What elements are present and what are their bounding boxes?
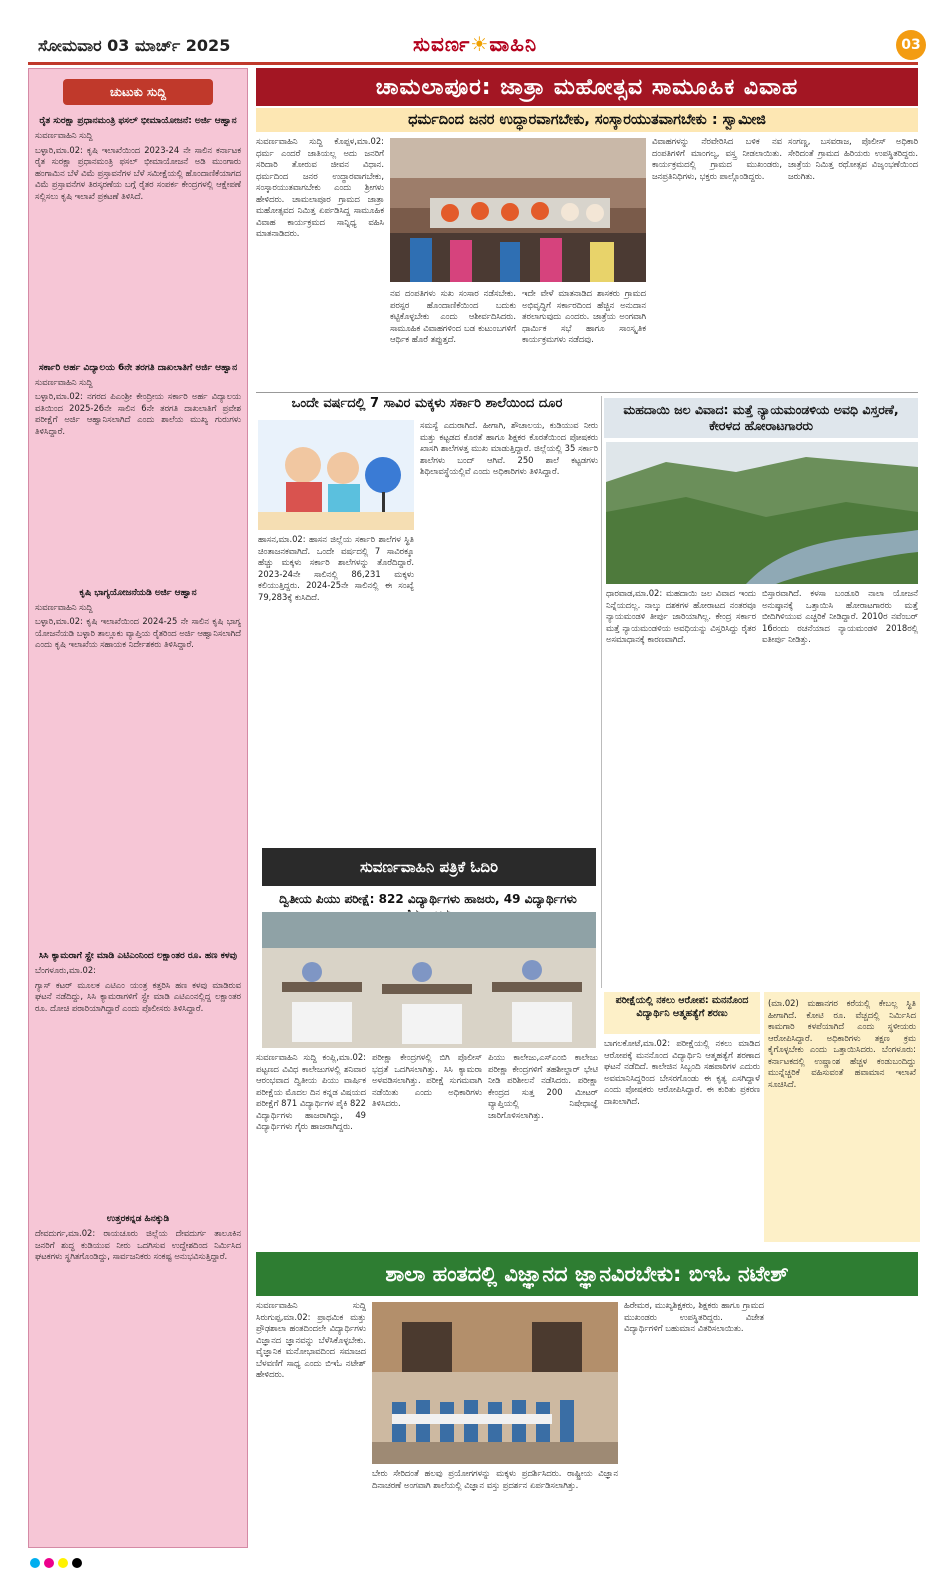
brief-item (35, 362, 241, 581)
masthead (18, 30, 921, 66)
mahadayi-column-1: ಧಾರವಾಡ,ಮಾ.02: ಮಹದಾಯಿ ಜಲ ವಿವಾದ ಇಂದು ನಿನ್ನೆಯದಲ್ಲ. ನಾಲ್ಕು ದಶಕಗಳ ಹೋರಾಟದ ನಂತರವೂ ನ್ಯಾಯಮಂಡಳಿ ತೀರ್ಪು ಜಾರಿಯಾಗಿಲ್ಲ. ಕೇಂದ್ರ ಸರ್ಕಾರ ಮತ್ತೆ ನ್ಯಾಯಮಂಡಳಿಯ ಅವಧಿಯನ್ನು ವಿಸ್ತರಿಸಿದ್ದು ರೈತರ ಅಸಮಾಧಾನಕ್ಕೆ ಕಾರಣವಾಗಿದೆ. (606, 588, 756, 644)
brief-item (35, 1213, 241, 1263)
brief-body: ದೇವದುರ್ಗ,ಮಾ.02: ರಾಯಚೂರು ಜಿಲ್ಲೆಯ ದೇವದುರ್ಗ ತಾಲೂಕಿನ ಜನರಿಗೆ ಶುದ್ಧ ಕುಡಿಯುವ ನೀರು ಒದಗಿಸುವ ಉದ್ದೇಶದಿಂದ ನಿರ್ಮಿಸಿದ ಘಟಕಗಳು ಸ್ಥಗಿತಗೊಂಡಿದ್ದು, ಸಾರ್ವಜನಿಕರು ಸಂಕಷ್ಟ ಅನುಭವಿಸುತ್ತಿದ್ದಾರೆ. (35, 1228, 241, 1262)
side-news-body: (ಮಾ.02) ಮಹಾನಗರ ಕರೆಯಲ್ಲಿ ಕೇಬಲ್ಲ ಸ್ಥಿತಿ ಹೀಗಾಗಿದೆ. ಕೋಟಿ ರೂ. ವೆಚ್ಚದಲ್ಲಿ ನಿರ್ಮಿಸಿದ ಕಾಮಗಾರಿ ಕಳಪೆಯಾಗಿದೆ ಎಂದು ಸ್ಥಳೀಯರು ಆರೋಪಿಸಿದ್ದಾರೆ. ಅಧಿಕಾರಿಗಳು ತಕ್ಷಣ ಕ್ರಮ ಕೈಗೊಳ್ಳಬೇಕು ಎಂದು ಒತ್ತಾಯಿಸಿದರು. ಬೆಂಗಳೂರು: ಕರ್ನಾಟಕದಲ್ಲಿ ಉಷ್ಣಾಂಶ ಹೆಚ್ಚಳ ಕಂಡುಬಂದಿದ್ದು ಮುನ್ನೆಚ್ಚರಿಕೆ ವಹಿಸುವಂತೆ ಹವಾಮಾನ ಇಲಾಖೆ ಸೂಚಿಸಿದೆ. (768, 998, 916, 1089)
science-column-2: ಬೇರು ಸೇರಿದಂತೆ ಹಲವು ಪ್ರಯೋಗಗಳನ್ನು ಮಕ್ಕಳು ಪ್ರದರ್ಶಿಸಿದರು. ರಾಷ್ಟ್ರೀಯ ವಿಜ್ಞಾನ ದಿನಾಚರಣೆ ಅಂಗವಾಗಿ ಶಾಲೆಯಲ್ಲಿ ವಿಜ್ಞಾನ ವಸ್ತು ಪ್ರದರ್ಶನ ಏರ್ಪಡಿಸಲಾಗಿತ್ತು. (372, 1468, 618, 1490)
brief-lead: ಸುವರ್ಣವಾಹಿನಿ ಸುದ್ದಿ (35, 376, 93, 387)
brief-headline: ಸಿಸಿ ಕ್ಯಾಮರಾಗೆ ಸ್ಪ್ರೇ ಮಾಡಿ ಎಟಿಎಂನಿಂದ ಲಕ್ಷಾಂತರ ರೂ. ಹಣ ಕಳವು (39, 950, 237, 961)
brief-item (35, 115, 241, 356)
science-column-3: ಹಿರೇಮಠ, ಮುಖ್ಯಶಿಕ್ಷಕರು, ಶಿಕ್ಷಕರು ಹಾಗೂ ಗ್ರಾಮದ ಮುಖಂಡರು ಉಪಸ್ಥಿತರಿದ್ದರು. ವಿಜೇತ ವಿದ್ಯಾರ್ಥಿಗಳಿಗೆ ಬಹುಮಾನ ವಿತರಿಸಲಾಯಿತು. (624, 1300, 764, 1333)
brief-item (35, 950, 241, 1207)
masthead-rule (28, 62, 918, 65)
brief-headline: ಉತ್ತರಕನ್ನಡ ಹಿನಕ್ಕುಡಿ (106, 1214, 170, 1225)
section-divider (256, 392, 918, 393)
exam-hall-photo (262, 912, 596, 1048)
brief-headline: ಸರ್ಕಾರಿ ಅರ್ಹ ವಿದ್ಯಾಲಯ 6ನೇ ತರಗತಿ ದಾಖಲಾತಿಗೆ ಅರ್ಜಿ ಆಹ್ವಾನ (38, 362, 238, 373)
lead-column-1: ಸುವರ್ಣವಾಹಿನಿ ಸುದ್ದಿ ಕೊಪ್ಪಳ,ಮಾ.02: ಧರ್ಮ ಎಂದರೆ ಜಾತಿಯಲ್ಲ ಅದು ಜನರಿಗೆ ಸರಿದಾರಿ ತೋರುವ ಜೀವನ ವಿಧಾನ. ಧರ್ಮದಿಂದ ಜನರ ಉದ್ಧಾರವಾಗಬೇಕು, ಸಂಸ್ಕಾರಯುತವಾಗಬೇಕು ಎಂದು ಶ್ರೀಗಳು ಹೇಳಿದರು. ಚಾಮಲಾಪೂರ ಗ್ರಾಮದ ಜಾತ್ರಾ ಮಹೋತ್ಸವದ ನಿಮಿತ್ತ ಏರ್ಪಡಿಸಿದ್ದ ಸಾಮೂಹಿಕ ವಿವಾಹ ಕಾರ್ಯಕ್ರಮದ ಸಾನ್ನಿಧ್ಯ ವಹಿಸಿ ಮಾತನಾಡಿದರು. (256, 136, 384, 238)
lead-column-4: ವಿವಾಹಗಳನ್ನು ನೆರವೇರಿಸಿದ ಬಳಿಕ ನವ ದಂಪತಿಗಳಿಗೆ ಮಾಂಗಲ್ಯ, ವಸ್ತ್ರ ನೀಡಲಾಯಿತು. ಕಾರ್ಯಕ್ರಮದಲ್ಲಿ ಗ್ರಾಮದ ಮುಖಂಡರು, ಜನಪ್ರತಿನಿಧಿಗಳು, ಭಕ್ತರು ಪಾಲ್ಗೊಂಡಿದ್ದರು. (652, 136, 782, 181)
read-newspaper-banner: ಸುವರ್ಣವಾಹಿನಿ ಪತ್ರಿಕೆ ಓದಿರಿ (262, 848, 596, 886)
schools-column-2: ಸಮಸ್ಯೆ ಎದುರಾಗಿದೆ. ಹೀಗಾಗಿ, ಶೌಚಾಲಯ, ಕುಡಿಯುವ ನೀರು ಮತ್ತು ಕಟ್ಟಡದ ಕೊರತೆ ಹಾಗೂ ಶಿಕ್ಷಕರ ಕೊರತೆಯಿಂದ ಪೋಷಕರು ಖಾಸಗಿ ಶಾಲೆಗಳತ್ತ ಮುಖ ಮಾಡುತ್ತಿದ್ದಾರೆ. ಜಿಲ್ಲೆಯಲ್ಲಿ 35 ಸರ್ಕಾರಿ ಶಾಲೆಗಳು ಬಂದ್ ಆಗಿವೆ. 250 ಶಾಲೆ ಕಟ್ಟಡಗಳು ಶಿಥಿಲಾವಸ್ಥೆಯಲ್ಲಿವೆ ಎಂದು ಅಧಿಕಾರಿಗಳು ತಿಳಿಸಿದ್ದಾರೆ. (420, 420, 598, 476)
cheating-body: ಬಾಗಲಕೋಟೆ,ಮಾ.02: ಪರೀಕ್ಷೆಯಲ್ಲಿ ನಕಲು ಮಾಡಿದ ಆರೋಪಕ್ಕೆ ಮನನೊಂದ ವಿದ್ಯಾರ್ಥಿನಿ ಆತ್ಮಹತ್ಯೆಗೆ ಶರಣಾದ ಘಟನೆ ನಡೆದಿದೆ. ಕಾಲೇಜಿನ ಸಿಬ್ಬಂದಿ ಸಹಪಾಠಿಗಳ ಎದುರು ಅವಮಾನಿಸಿದ್ದರಿಂದ ಬೇಸರಗೊಂಡು ಈ ಕೃತ್ಯ ಎಸಗಿದ್ದಾಳೆ ಎಂದು ಪೋಷಕರು ಆರೋಪಿಸಿದ್ದಾರೆ. ಈ ಕುರಿತು ಪ್ರಕರಣ ದಾಖಲಾಗಿದೆ. (604, 1038, 760, 1106)
brief-body-continued (35, 441, 241, 581)
science-fair-photo (372, 1302, 618, 1464)
newspaper-logo (413, 32, 537, 56)
brief-body-continued (35, 206, 241, 356)
lead-column-3: ಇದೇ ವೇಳೆ ಮಾತನಾಡಿದ ಶಾಸಕರು ಗ್ರಾಮದ ಅಭಿವೃದ್ಧಿಗೆ ಸರ್ಕಾರದಿಂದ ಹೆಚ್ಚಿನ ಅನುದಾನ ತರಲಾಗುವುದು ಎಂದರು. ಜಾತ್ರೆಯ ಅಂಗವಾಗಿ ಧಾರ್ಮಿಕ ಸಭೆ ಹಾಗೂ ಸಾಂಸ್ಕೃತಿಕ ಕಾರ್ಯಕ್ರಮಗಳು ನಡೆದವು. (522, 288, 646, 344)
brief-item (35, 587, 241, 944)
registration-mark (30, 1558, 40, 1568)
brief-lead: ಸುವರ್ಣವಾಹಿನಿ ಸುದ್ದಿ (35, 130, 93, 140)
logo-part-2: ವಾಹಿನಿ (489, 32, 538, 56)
registration-mark (72, 1558, 82, 1568)
column-divider (601, 396, 602, 988)
science-headline: ಶಾಲಾ ಹಂತದಲ್ಲಿ ವಿಜ್ಞಾನದ ಜ್ಞಾನವಿರಬೇಕು: ಬಿಇಓ ನಟೇಶ್ (256, 1252, 918, 1296)
mass-wedding-photo (390, 138, 646, 282)
sun-icon: ☀ (470, 32, 490, 56)
brief-body: ಗ್ಯಾಸ್ ಕಟರ್ ಮೂಲಕ ಎಟಿಎಂ ಯಂತ್ರ ಕತ್ತರಿಸಿ ಹಣ ಕಳವು ಮಾಡಿರುವ ಘಟನೆ ನಡೆದಿದ್ದು, ಸಿಸಿ ಕ್ಯಾಮರಾಗಳಿಗೆ ಸ್ಪ್ರೇ ಮಾಡಿ ಎಟಿಎಂನಲ್ಲಿದ್ದ ಲಕ್ಷಾಂತರ ರೂ. ದೋಚಿ ಪರಾರಿಯಾಗಿದ್ದಾರೆ ಎಂದು ಪೊಲೀಸರು ತಿಳಿಸಿದ್ದಾರೆ. (35, 979, 241, 1013)
lead-column-2: ನವ ದಂಪತಿಗಳು ಸುಖ ಸಂಸಾರ ನಡೆಸಬೇಕು. ಪರಸ್ಪರ ಹೊಂದಾಣಿಕೆಯಿಂದ ಬದುಕು ಕಟ್ಟಿಕೊಳ್ಳಬೇಕು ಎಂದು ಆಶೀರ್ವದಿಸಿದರು. ಸಾಮೂಹಿಕ ವಿವಾಹಗಳಿಂದ ಬಡ ಕುಟುಂಬಗಳಿಗೆ ಆರ್ಥಿಕ ಹೊರೆ ತಪ್ಪುತ್ತದೆ. (390, 288, 516, 344)
schools-column-1: ಹಾಸನ,ಮಾ.02: ಹಾಸನ ಜಿಲ್ಲೆಯ ಸರ್ಕಾರಿ ಶಾಲೆಗಳ ಸ್ಥಿತಿ ಚಿಂತಾಜನಕವಾಗಿದೆ. ಒಂದೇ ವರ್ಷದಲ್ಲಿ 7 ಸಾವಿರಕ್ಕೂ ಹೆಚ್ಚು ಮಕ್ಕಳು ಸರ್ಕಾರಿ ಶಾಲೆಗಳನ್ನು ತೊರೆದಿದ್ದಾರೆ. 2023-24ನೇ ಸಾಲಿನಲ್ಲಿ 86,231 ಮಕ್ಕಳು ಕಲಿಯುತ್ತಿದ್ದರು. 2024-25ನೇ ಸಾಲಿನಲ್ಲಿ ಈ ಸಂಖ್ಯೆ 79,283ಕ್ಕೆ ಕುಸಿದಿದೆ. (258, 534, 414, 602)
puc-exam-headline: ದ್ವಿತೀಯ ಪಿಯು ಪರೀಕ್ಷೆ: 822 ವಿದ್ಯಾರ್ಥಿಗಳು ಹಾಜರು, 49 ವಿದ್ಯಾರ್ಥಿಗಳು (279, 892, 577, 906)
mahadayi-column-2: ಬಿಸ್ತಾರವಾಗಿದೆ. ಕಳಸಾ ಬಂಡೂರಿ ನಾಲಾ ಯೋಜನೆ ಅನುಷ್ಠಾನಕ್ಕೆ ಒತ್ತಾಯಿಸಿ ಹೋರಾಟಗಾರರು ಮತ್ತೆ ಬೀದಿಗಿಳಿಯುವ ಎಚ್ಚರಿಕೆ ನೀಡಿದ್ದಾರೆ. 2010ರ ನವೆಂಬರ್ 16ರಂದು ರಚನೆಯಾದ ನ್ಯಾಯಮಂಡಳಿ 2018ರಲ್ಲಿ ಐತೀರ್ಪು ನೀಡಿತ್ತು. (762, 588, 918, 644)
brief-headline: ರೈತ ಸುರಕ್ಷಾ ಪ್ರಧಾನಮಂತ್ರಿ ಫಸಲ್ ಭೀಮಾಯೋಜನೆ: ಅರ್ಜಿ ಆಹ್ವಾನ (39, 116, 237, 126)
side-news-box (764, 992, 920, 1242)
lead-subheadline: ಧರ್ಮದಿಂದ ಜನರ ಉದ್ಧಾರವಾಗಬೇಕು, ಸಂಸ್ಕಾರಯುತವಾಗಬೇಕು : ಸ್ವಾಮೀಜಿ (256, 108, 918, 132)
logo-part-1: ಸುವರ್ಣ (413, 32, 471, 56)
brief-body: ಬಳ್ಳಾರಿ,ಮಾ.02: ನಗರದ ಪಿಎಂಶ್ರೀ ಕೇಂದ್ರೀಯ ಸರ್ಕಾರಿ ಅರ್ಹ ವಿದ್ಯಾಲಯ ವತಿಯಿಂದ 2025-26ನೇ ಸಾಲಿನ 6ನೇ ತರಗತಿ ದಾಖಲಾತಿಗೆ ಪ್ರವೇಶ ಪರೀಕ್ಷೆಗೆ ಅರ್ಜಿ ಆಹ್ವಾನಿಸಲಾಗಿದೆ ಎಂದು ಶಾಲೆಯ ಮುಖ್ಯ ಗುರುಗಳು ತಿಳಿಸಿದ್ದಾರೆ. (35, 391, 241, 436)
lead-column-5: ಸಂಗಣ್ಣ, ಬಸವರಾಜ, ಪೊಲೀಸ್ ಅಧಿಕಾರಿ ಸೇರಿದಂತೆ ಗ್ರಾಮದ ಹಿರಿಯರು ಉಪಸ್ಥಿತರಿದ್ದರು. ಜಾತ್ರೆಯ ನಿಮಿತ್ತ ರಥೋತ್ಸವ ವಿಜೃಂಭಣೆಯಿಂದ ಜರುಗಿತು. (788, 136, 918, 181)
news-brief-column (28, 68, 248, 1548)
brief-body-continued (35, 1017, 241, 1207)
lead-headline: ಚಾಮಲಾಪೂರ: ಜಾತ್ರಾ ಮಹೋತ್ಸವ ಸಾಮೂಹಿಕ ವಿವಾಹ (256, 68, 918, 106)
brief-headline: ಕೃಷಿ ಭಾಗ್ಯಯೋಜನೆಯಡಿ ಅರ್ಜಿ ಆಹ್ವಾನ (79, 587, 197, 598)
river-valley-photo (606, 442, 918, 584)
registration-mark (44, 1558, 54, 1568)
registration-mark (58, 1558, 68, 1568)
brief-body: ಬಳ್ಳಾರಿ,ಮಾ.02: ಕೃಷಿ ಇಲಾಖೆಯಿಂದ 2023-24 ನೇ ಸಾಲಿನ ಕರ್ನಾಟಕ ರೈತ ಸುರಕ್ಷಾ ಪ್ರಧಾನಮಂತ್ರಿ ಫಸಲ್ ಭೀಮಾಯೋಜನೆ ಅಡಿ ಮುಂಗಾರು ಹಂಗಾಮಿನ ಬೆಳೆ ವಿಮೆ ಪ್ರಸ್ತಾವನೆಗಳ ಬೆಳೆ ಸಮೀಕ್ಷೆಯಲ್ಲಿ ಹೊಂದಾಣಿಕೆಯಾಗದ ವಿಮೆ ಪ್ರಸ್ತಾವನೆಗಳ ತಿರಸ್ಕರಣೆಯ ಬಗ್ಗೆ ರೈತರ ಸಂಪರ್ಕ ಕೇಂದ್ರಗಳಲ್ಲಿ ಆಕ್ಷೇಪಣೆ ಸಲ್ಲಿಸಲು ಕೃಷಿ ಇಲಾಖೆ ಪ್ರಕಟಣೆ ತಿಳಿಸಿದೆ. (35, 144, 241, 201)
brief-body: ಬಳ್ಳಾರಿ,ಮಾ.02: ಕೃಷಿ ಇಲಾಖೆಯಿಂದ 2024-25 ನೇ ಸಾಲಿನ ಕೃಷಿ ಭಾಗ್ಯ ಯೋಜನೆಯಡಿ ಬಳ್ಳಾರಿ ತಾಲ್ಲೂಕು ವ್ಯಾಪ್ತಿಯ ರೈತರಿಂದ ಅರ್ಜಿ ಆಹ್ವಾನಿಸಲಾಗಿದೆ ಎಂದು ಕೃಷಿ ಇಲಾಖೆಯ ಸಹಾಯಕ ನಿರ್ದೇಶಕರು ತಿಳಿಸಿದ್ದಾರೆ. (35, 616, 242, 650)
news-brief-badge: ಚುಟುಕು ಸುದ್ದಿ (63, 79, 213, 105)
science-column-1: ಸುವರ್ಣವಾಹಿನಿ ಸುದ್ದಿ ಸಿರುಗುಪ್ಪ,ಮಾ.02: ಪ್ರಾಥಮಿಕ ಮತ್ತು ಪ್ರೌಢಶಾಲಾ ಹಂತದಿಂದಲೇ ವಿದ್ಯಾರ್ಥಿಗಳು ವಿಜ್ಞಾನದ ಜ್ಞಾನವನ್ನು ಬೆಳೆಸಿಕೊಳ್ಳಬೇಕು. ವೈಜ್ಞಾನಿಕ ಮನೋಭಾವದಿಂದ ಸಮಾಜದ ಬೆಳವಣಿಗೆ ಸಾಧ್ಯ ಎಂದು ಬಿಇಓ ನಟೇಶ್ ಹೇಳಿದರು. (256, 1300, 366, 1379)
puc-column-3: ಪಿಯು ಕಾಲೇಜು,ಎಸ್‌ಎಂಬಿ ಕಾಲೇಜು ಪರೀಕ್ಷಾ ಕೇಂದ್ರಗಳಿಗೆ ತಹಶೀಲ್ದಾರ್ ಭೇಟಿ ನೀಡಿ ಪರಿಶೀಲನೆ ನಡೆಸಿದರು. ಪರೀಕ್ಷಾ ಕೇಂದ್ರದ ಸುತ್ತ 200 ಮೀಟರ್ ವ್ಯಾಪ್ತಿಯಲ್ಲಿ ನಿಷೇಧಾಜ್ಞೆ ಜಾರಿಗೊಳಿಸಲಾಗಿತ್ತು. (488, 1052, 598, 1120)
puc-column-2: ಪರೀಕ್ಷಾ ಕೇಂದ್ರಗಳಲ್ಲಿ ಬಿಗಿ ಪೊಲೀಸ್ ಭದ್ರತೆ ಒದಗಿಸಲಾಗಿತ್ತು. ಸಿಸಿ ಕ್ಯಾಮರಾ ಅಳವಡಿಸಲಾಗಿತ್ತು. ಪರೀಕ್ಷೆ ಸುಗಮವಾಗಿ ನಡೆಯಿತು ಎಂದು ಅಧಿಕಾರಿಗಳು ತಿಳಿಸಿದರು. (372, 1052, 482, 1108)
mahadayi-headline: ಮಹದಾಯಿ ಜಲ ವಿವಾದ: ಮತ್ತೆ ನ್ಯಾಯಮಂಡಳಿಯ ಅವಧಿ ವಿಸ್ತರಣೆ, ಕೇರಳದ ಹೋರಾಟಗಾರರು (604, 398, 918, 438)
cheating-headline: ಪರೀಕ್ಷೆಯಲ್ಲಿ ನಕಲು ಆರೋಪ: ಮನನೊಂದ ವಿದ್ಯಾರ್ಥಿನಿ ಆತ್ಮಹತ್ಯೆಗೆ ಶರಣು (604, 992, 760, 1034)
schools-headline: ಒಂದೇ ವರ್ಷದಲ್ಲಿ 7 ಸಾವಿರ ಮಕ್ಕಳು ಸರ್ಕಾರಿ ಶಾಲೆಯಿಂದ ದೂರ (291, 396, 563, 411)
puc-column-1: ಸುವರ್ಣವಾಹಿನಿ ಸುದ್ದಿ ಕಂಪ್ಲಿ,ಮಾ.02: ಪಟ್ಟಣದ ವಿವಿಧ ಕಾಲೇಜುಗಳಲ್ಲಿ ಶನಿವಾರ ಆರಂಭವಾದ ದ್ವಿತೀಯ ಪಿಯು ವಾರ್ಷಿಕ ಪರೀಕ್ಷೆಯ ಮೊದಲ ದಿನ ಕನ್ನಡ ವಿಷಯದ ಪರೀಕ್ಷೆಗೆ 871 ವಿದ್ಯಾರ್ಥಿಗಳ ಪೈಕಿ 822 ವಿದ್ಯಾರ್ಥಿಗಳು ಹಾಜರಾಗಿದ್ದು, 49 ವಿದ್ಯಾರ್ಥಿಗಳು ಗೈರು ಹಾಜರಾಗಿದ್ದರು. (256, 1052, 366, 1131)
brief-body-continued (35, 654, 241, 944)
issue-date: ಸೋಮವಾರ 03 ಮಾರ್ಚ್ 2025 (38, 36, 231, 55)
page-number: 03 (896, 30, 926, 60)
brief-lead: ಬೆಂಗಳೂರು,ಮಾ.02: (35, 964, 97, 975)
children-globe-photo (258, 420, 414, 530)
brief-lead: ಸುವರ್ಣವಾಹಿನಿ ಸುದ್ದಿ (35, 601, 93, 612)
